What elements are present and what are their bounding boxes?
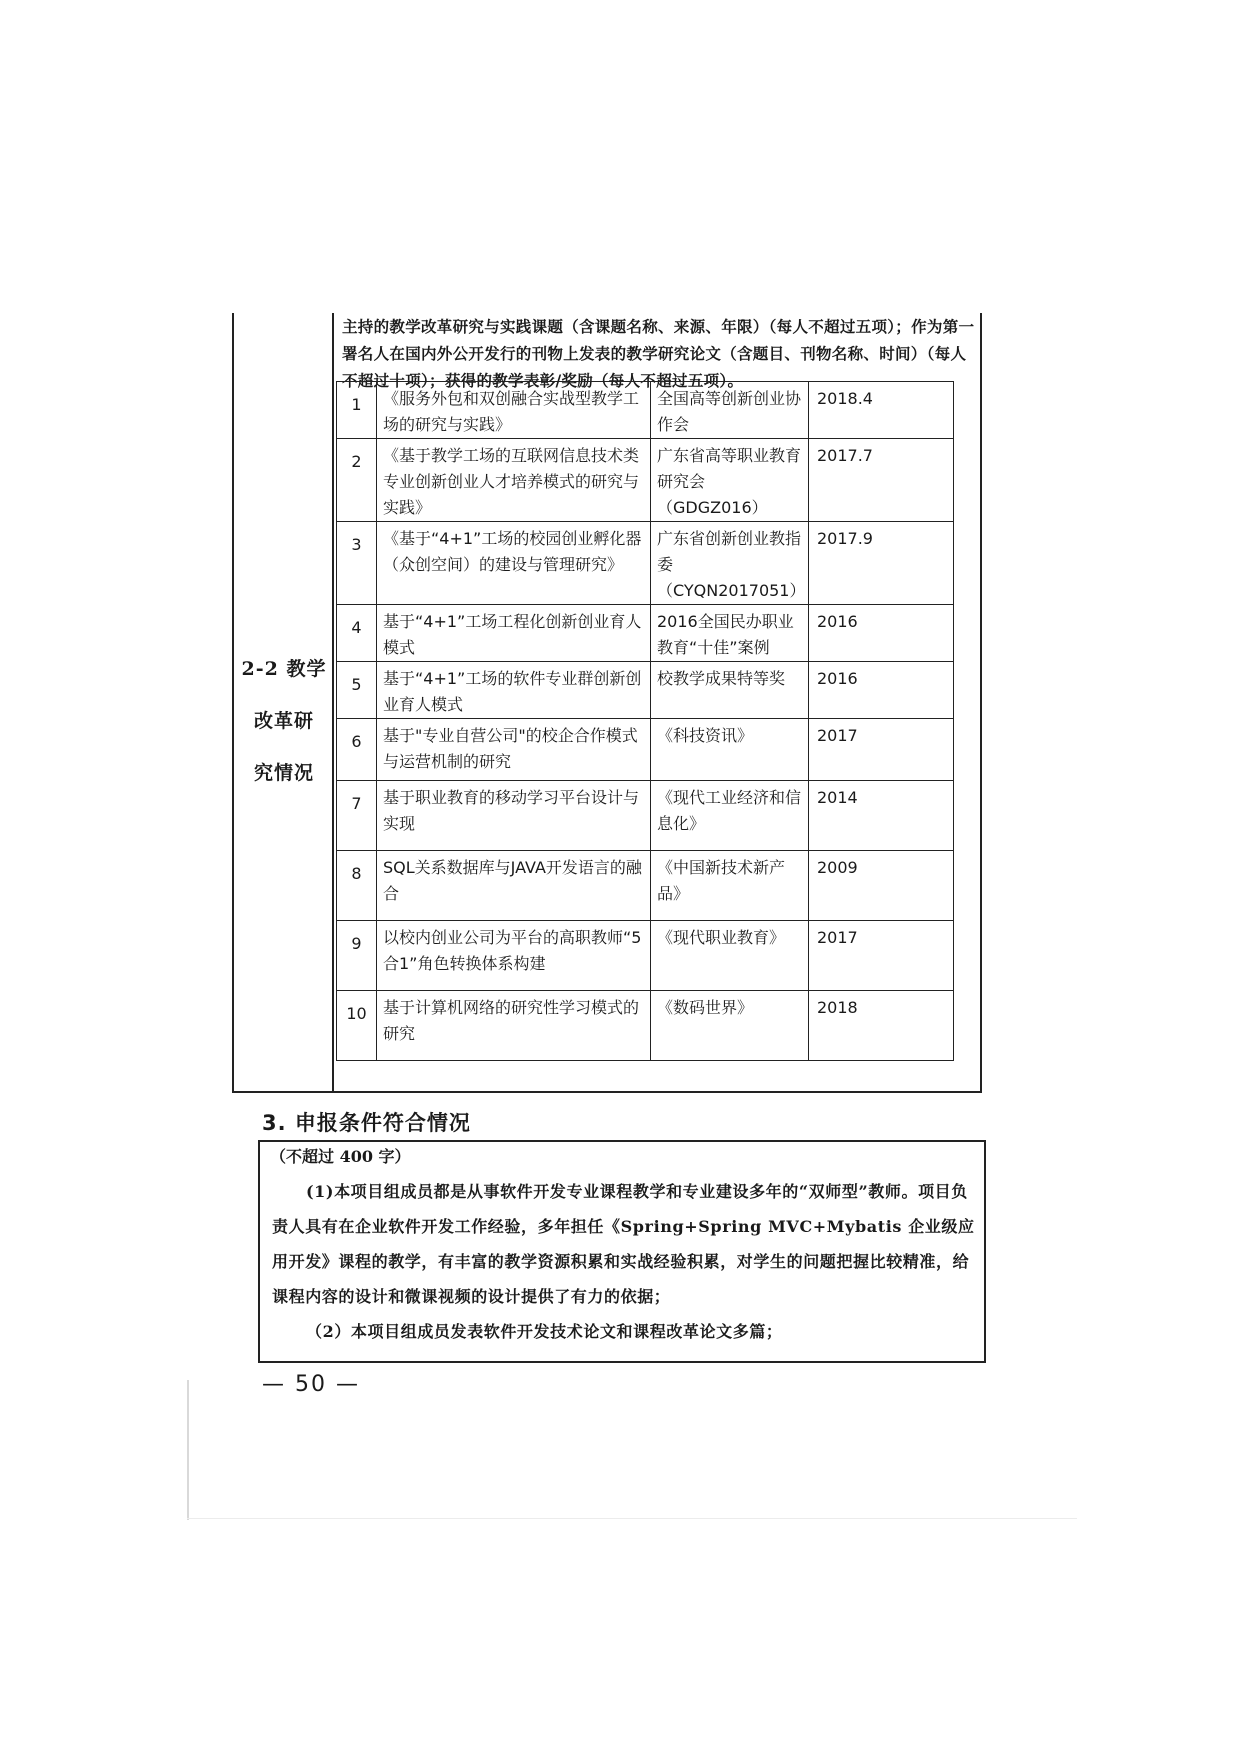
- row-title: 基于"专业自营公司"的校企合作模式与运营机制的研究: [377, 719, 651, 781]
- row-number: 8: [337, 851, 377, 921]
- row-spacer: [954, 662, 971, 719]
- row-title: 《服务外包和双创融合实战型教学工场的研究与实践》: [377, 382, 651, 439]
- row-spacer: [954, 921, 971, 991]
- row-year: 2016: [809, 662, 954, 719]
- row-number: 3: [337, 522, 377, 605]
- table-row: [337, 605, 971, 662]
- row-number: 4: [337, 605, 377, 662]
- row-source: 全国高等创新创业协作会: [651, 382, 809, 439]
- row-number: 2: [337, 439, 377, 522]
- row-year: 2017: [809, 719, 954, 781]
- row-spacer: [954, 781, 971, 851]
- row-year: 2014: [809, 781, 954, 851]
- row-spacer: [954, 605, 971, 662]
- scan-edge-artifact-bottom: [187, 1518, 1077, 1519]
- paragraph-2: （2）本项目组成员发表软件开发技术论文和课程改革论文多篇；: [306, 1322, 783, 1341]
- row-title: 基于“4+1”工场的软件专业群创新创业育人模式: [377, 662, 651, 719]
- row-year: 2017.7: [809, 439, 954, 522]
- row-source: 《数码世界》: [651, 991, 809, 1061]
- table-row: [337, 382, 971, 439]
- row-year: 2009: [809, 851, 954, 921]
- row-title: 基于计算机网络的研究性学习模式的研究: [377, 991, 651, 1061]
- row-title: 基于“4+1”工场工程化创新创业育人模式: [377, 605, 651, 662]
- row-title: 基于职业教育的移动学习平台设计与实现: [377, 781, 651, 851]
- row-spacer: [954, 382, 971, 439]
- table-row: [337, 921, 971, 991]
- table-row: [337, 662, 971, 719]
- row-title: 《基于“4+1”工场的校园创业孵化器（众创空间）的建设与管理研究》: [377, 522, 651, 605]
- label-line: 2-2 教学: [241, 658, 327, 680]
- table-row: [337, 522, 971, 605]
- row-spacer: [954, 851, 971, 921]
- row-year: 2016: [809, 605, 954, 662]
- section-2-2-frame: [232, 313, 982, 1093]
- section-3-title: 3. 申报条件符合情况: [262, 1111, 471, 1135]
- table-row: [337, 851, 971, 921]
- teaching-reform-table: [336, 381, 971, 1061]
- word-limit-note: （不超过 400 字）: [270, 1147, 411, 1166]
- row-number: 9: [337, 921, 377, 991]
- row-number: 10: [337, 991, 377, 1061]
- section-2-2-intro: 主持的教学改革研究与实践课题（含课题名称、来源、年限）（每人不超过五项）；作为第一署名人在国内外公开发行的刊物上发表的教学研究论文（含题目、刊物名称、时间）（每人不超过十项）；获得的教学表彰/奖励（每人不超过五项）。: [342, 317, 975, 390]
- row-title: 《基于教学工场的互联网信息技术类专业创新创业人才培养模式的研究与实践》: [377, 439, 651, 522]
- row-year: 2017.9: [809, 522, 954, 605]
- label-line: 究情况: [253, 762, 314, 784]
- scan-edge-artifact: [187, 1380, 189, 1520]
- table-row: [337, 439, 971, 522]
- row-source: 广东省高等职业教育研究会（GDGZ016）: [651, 439, 809, 522]
- row-source: 校教学成果特等奖: [651, 662, 809, 719]
- row-source: 广东省创新创业教指委（CYQN2017051）: [651, 522, 809, 605]
- row-number: 5: [337, 662, 377, 719]
- row-spacer: [954, 719, 971, 781]
- row-source: 《现代工业经济和信息化》: [651, 781, 809, 851]
- row-spacer: [954, 991, 971, 1061]
- section-3-body: [272, 1174, 978, 1349]
- row-number: 6: [337, 719, 377, 781]
- row-year: 2018: [809, 991, 954, 1061]
- section-2-2-label-column: [234, 313, 334, 1091]
- paragraph-1: (1)本项目组成员都是从事软件开发专业课程教学和专业建设多年的“双师型”教师。项目负责人具有在企业软件开发工作经验，多年担任《Spring+Spring MVC+Mybatis 企业级应用开发》课程的教学，有丰富的教学资源积累和实战经验积累，对学生的问题把握比较精准，给课程内容的设计和微课视频的设计提供了有力的依据；: [272, 1182, 975, 1306]
- row-spacer: [954, 439, 971, 522]
- row-number: 1: [337, 382, 377, 439]
- table-row: [337, 781, 971, 851]
- row-year: 2018.4: [809, 382, 954, 439]
- table-row: [337, 719, 971, 781]
- row-spacer: [954, 522, 971, 605]
- table-row: [337, 991, 971, 1061]
- label-line: 改革研: [253, 710, 314, 732]
- row-source: 2016全国民办职业教育“十佳”案例: [651, 605, 809, 662]
- page-number: — 50 —: [262, 1372, 360, 1397]
- section-2-2-label: [234, 643, 334, 799]
- row-title: SQL关系数据库与JAVA开发语言的融合: [377, 851, 651, 921]
- row-source: 《现代职业教育》: [651, 921, 809, 991]
- row-year: 2017: [809, 921, 954, 991]
- section-3-box: [258, 1140, 986, 1363]
- row-source: 《中国新技术新产品》: [651, 851, 809, 921]
- row-number: 7: [337, 781, 377, 851]
- row-source: 《科技资讯》: [651, 719, 809, 781]
- row-title: 以校内创业公司为平台的高职教师“5合1”角色转换体系构建: [377, 921, 651, 991]
